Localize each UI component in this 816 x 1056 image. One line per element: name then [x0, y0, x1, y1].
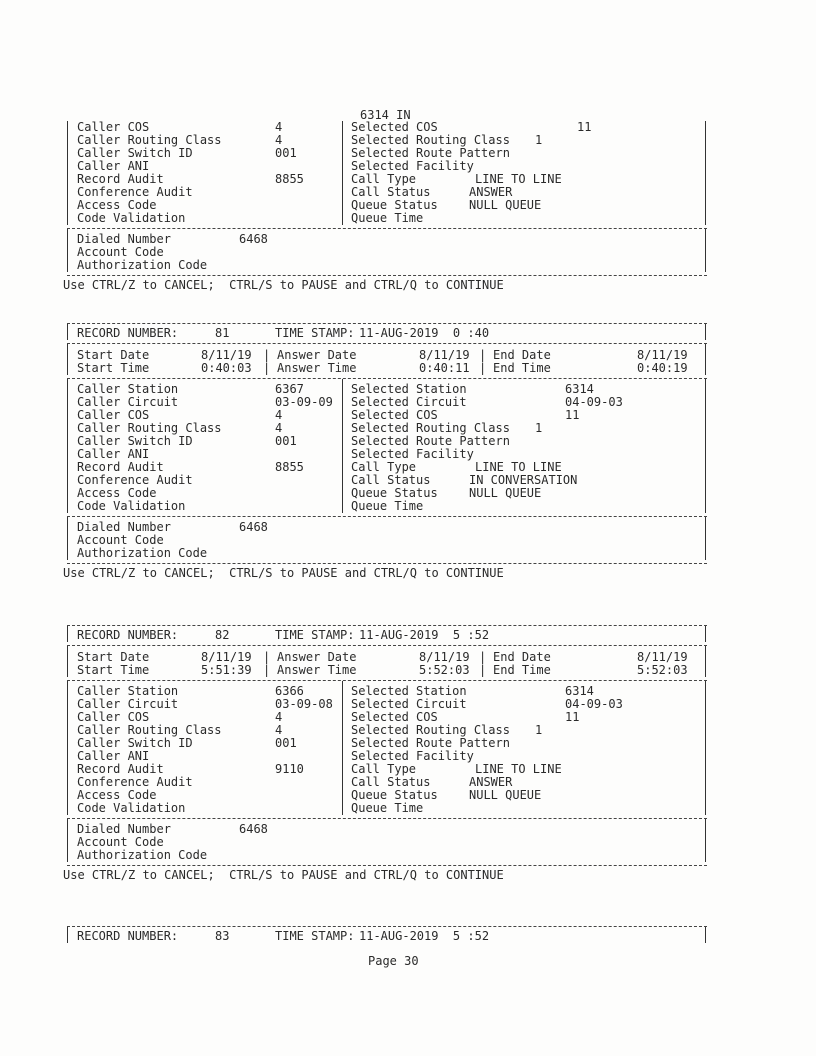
- dialed-number-value: 6468: [239, 822, 268, 836]
- continued-record: [63, 120, 707, 292]
- field-label: Selected Route Pattern: [351, 434, 510, 448]
- field-label: Caller ANI: [77, 159, 150, 173]
- field-label: Selected COS: [351, 120, 438, 134]
- field-value: 1: [535, 421, 543, 435]
- field-value: IN CONVERSATION: [469, 473, 578, 487]
- divider: [67, 563, 707, 564]
- field-label: Caller Station: [77, 382, 179, 396]
- dialed-block: [67, 517, 707, 560]
- end-date: 8/11/19: [637, 348, 688, 362]
- dialed-block: [67, 229, 707, 272]
- record-number-label: RECORD NUMBER:: [77, 929, 179, 943]
- dialed-number-label: Dialed Number: [77, 232, 171, 246]
- field-label: Queue Status: [351, 788, 438, 802]
- answer-date: 8/11/19: [419, 650, 470, 664]
- field-value: 1: [535, 723, 543, 737]
- field-value: 6367: [275, 382, 304, 396]
- field-value: 8855: [275, 172, 304, 186]
- timestamp: 11-AUG-2019 0 :40: [359, 326, 490, 340]
- field-value: 6366: [275, 684, 304, 698]
- field-label: Access Code: [77, 788, 157, 802]
- start-time: 5:51:39: [201, 663, 252, 677]
- field-label: Selected COS: [351, 710, 438, 724]
- authorization-code-label: Authorization Code: [77, 546, 208, 560]
- field-label: Caller COS: [77, 120, 150, 134]
- field-label: Queue Time: [351, 801, 424, 815]
- timestamp-label: TIME STAMP:: [275, 929, 355, 943]
- record-number-label: RECORD NUMBER:: [77, 326, 179, 340]
- field-label: Call Status: [351, 473, 431, 487]
- answer-time: 5:52:03: [419, 663, 470, 677]
- field-label: Call Type: [351, 762, 417, 776]
- date-time-block: Start Date 8/11/19 | Answer Date 8/11/19 | End Date 8/11/19 Start Time 0:40:03 | Answer Time 0:40:11 | End Time 0:40:19: [67, 344, 707, 375]
- record-header: [67, 626, 707, 642]
- field-label: Caller ANI: [77, 749, 150, 763]
- dialed-number-label: Dialed Number: [77, 822, 171, 836]
- end-date-label: End Date: [493, 650, 551, 664]
- field-value: NULL QUEUE: [469, 198, 542, 212]
- field-label: Queue Time: [351, 211, 424, 225]
- authorization-code-label: Authorization Code: [77, 258, 208, 272]
- field-label: Selected Routing Class: [351, 421, 510, 435]
- field-label: Call Type: [351, 172, 417, 186]
- field-value: ANSWER: [469, 775, 513, 789]
- record-81: [63, 323, 707, 580]
- field-value: 11: [565, 710, 580, 724]
- end-time-label: End Time: [493, 361, 551, 375]
- record-number-label: RECORD NUMBER:: [77, 628, 179, 642]
- record-82: [63, 625, 707, 882]
- field-label: Conference Audit: [77, 185, 193, 199]
- field-label: Access Code: [77, 198, 157, 212]
- end-date: 8/11/19: [637, 650, 688, 664]
- field-value: 6314: [565, 382, 594, 396]
- field-label: Call Status: [351, 185, 431, 199]
- field-label: Selected Routing Class: [351, 133, 510, 147]
- dialed-number-value: 6468: [239, 520, 268, 534]
- answer-date-label: Answer Date: [277, 650, 357, 664]
- field-label: Caller Switch ID: [77, 736, 193, 750]
- field-value: NULL QUEUE: [469, 788, 542, 802]
- field-label: Call Status: [351, 775, 431, 789]
- field-label: Selected Facility: [351, 749, 474, 763]
- dialed-number-label: Dialed Number: [77, 520, 171, 534]
- field-label: Conference Audit: [77, 775, 193, 789]
- start-date-label: Start Date: [77, 650, 150, 664]
- field-label: Selected Circuit: [351, 697, 467, 711]
- field-value: 9110: [275, 762, 304, 776]
- field-value: 11: [565, 408, 580, 422]
- field-label: Queue Time: [351, 499, 424, 513]
- field-label: Queue Status: [351, 486, 438, 500]
- account-code-label: Account Code: [77, 835, 164, 849]
- date-time-block: Start Date 8/11/19 | Answer Date 8/11/19 | End Date 8/11/19 Start Time 5:51:39 | Answer Time 5:52:03 | End Time 5:52:03: [67, 646, 707, 677]
- start-date: 8/11/19: [201, 348, 252, 362]
- field-label: Caller COS: [77, 408, 150, 422]
- answer-time-label: Answer Time: [277, 663, 357, 677]
- field-value: LINE TO LINE: [475, 762, 562, 776]
- dialed-block: [67, 819, 707, 862]
- field-label: Access Code: [77, 486, 157, 500]
- field-label: Record Audit: [77, 762, 164, 776]
- field-value: 1: [535, 133, 543, 147]
- field-label: Code Validation: [77, 211, 186, 225]
- detail-block: [67, 681, 707, 815]
- field-label: Selected Route Pattern: [351, 146, 510, 160]
- timestamp: 11-AUG-2019 5 :52: [359, 628, 490, 642]
- field-label: Caller COS: [77, 710, 150, 724]
- field-label: Conference Audit: [77, 473, 193, 487]
- field-value: 03-09-09: [275, 395, 333, 409]
- start-time-label: Start Time: [77, 663, 150, 677]
- account-code-label: Account Code: [77, 245, 164, 259]
- field-label: Record Audit: [77, 172, 164, 186]
- answer-time: 0:40:11: [419, 361, 470, 375]
- answer-time-label: Answer Time: [277, 361, 357, 375]
- field-label: Caller Routing Class: [77, 723, 222, 737]
- field-value: 04-09-03: [565, 697, 623, 711]
- field-label: Caller Circuit: [77, 697, 179, 711]
- authorization-code-label: Authorization Code: [77, 848, 208, 862]
- end-date-label: End Date: [493, 348, 551, 362]
- field-value: 4: [275, 421, 283, 435]
- timestamp: 11-AUG-2019 5 :52: [359, 929, 490, 943]
- continued-header-line: 6314 IN: [360, 108, 411, 122]
- field-value: LINE TO LINE: [475, 460, 562, 474]
- field-label: Caller Switch ID: [77, 146, 193, 160]
- record-number: 82: [215, 628, 230, 642]
- field-value: 04-09-03: [565, 395, 623, 409]
- record-number: 81: [215, 326, 230, 340]
- field-value: NULL QUEUE: [469, 486, 542, 500]
- field-value: LINE TO LINE: [475, 172, 562, 186]
- field-value: 001: [275, 146, 297, 160]
- divider: [67, 865, 707, 866]
- field-label: Code Validation: [77, 499, 186, 513]
- page-number: Page 30: [368, 954, 419, 968]
- record-number: 83: [215, 929, 230, 943]
- timestamp-label: TIME STAMP:: [275, 326, 355, 340]
- field-value: 001: [275, 736, 297, 750]
- field-value: 03-09-08: [275, 697, 333, 711]
- field-label: Caller Switch ID: [77, 434, 193, 448]
- field-label: Caller Routing Class: [77, 133, 222, 147]
- field-label: Selected Route Pattern: [351, 736, 510, 750]
- timestamp-label: TIME STAMP:: [275, 628, 355, 642]
- field-label: Code Validation: [77, 801, 186, 815]
- field-label: Selected Circuit: [351, 395, 467, 409]
- field-label: Selected Facility: [351, 447, 474, 461]
- field-value: 4: [275, 133, 283, 147]
- field-value: 4: [275, 710, 283, 724]
- footer-message: Use CTRL/Z to CANCEL; CTRL/S to PAUSE and CTRL/Q to CONTINUE: [63, 566, 504, 580]
- start-date: 8/11/19: [201, 650, 252, 664]
- field-value: 6314: [565, 684, 594, 698]
- dialed-number-value: 6468: [239, 232, 268, 246]
- field-value: 4: [275, 408, 283, 422]
- field-label: Record Audit: [77, 460, 164, 474]
- record-83-partial: [67, 926, 707, 943]
- field-value: 11: [577, 120, 592, 134]
- record-header: [67, 324, 707, 340]
- answer-date-label: Answer Date: [277, 348, 357, 362]
- field-label: Caller Routing Class: [77, 421, 222, 435]
- field-label: Selected Facility: [351, 159, 474, 173]
- field-label: Call Type: [351, 460, 417, 474]
- field-label: Selected Station: [351, 684, 467, 698]
- divider: [67, 275, 707, 276]
- field-label: Selected COS: [351, 408, 438, 422]
- account-code-label: Account Code: [77, 533, 164, 547]
- answer-date: 8/11/19: [419, 348, 470, 362]
- detail-block: [67, 379, 707, 513]
- end-time: 0:40:19: [637, 361, 688, 375]
- start-time: 0:40:03: [201, 361, 252, 375]
- field-label: Selected Station: [351, 382, 467, 396]
- field-value: 4: [275, 723, 283, 737]
- start-date-label: Start Date: [77, 348, 150, 362]
- footer-message: Use CTRL/Z to CANCEL; CTRL/S to PAUSE and CTRL/Q to CONTINUE: [63, 278, 504, 292]
- field-value: ANSWER: [469, 185, 513, 199]
- start-time-label: Start Time: [77, 361, 150, 375]
- end-time-label: End Time: [493, 663, 551, 677]
- end-time: 5:52:03: [637, 663, 688, 677]
- field-label: Caller Circuit: [77, 395, 179, 409]
- field-label: Caller ANI: [77, 447, 150, 461]
- record-header: [67, 927, 707, 943]
- field-value: 8855: [275, 460, 304, 474]
- continued-detail-block: [67, 121, 707, 225]
- field-label: Selected Routing Class: [351, 723, 510, 737]
- field-value: 4: [275, 120, 283, 134]
- field-label: Queue Status: [351, 198, 438, 212]
- field-label: Caller Station: [77, 684, 179, 698]
- footer-message: Use CTRL/Z to CANCEL; CTRL/S to PAUSE and CTRL/Q to CONTINUE: [63, 868, 504, 882]
- field-value: 001: [275, 434, 297, 448]
